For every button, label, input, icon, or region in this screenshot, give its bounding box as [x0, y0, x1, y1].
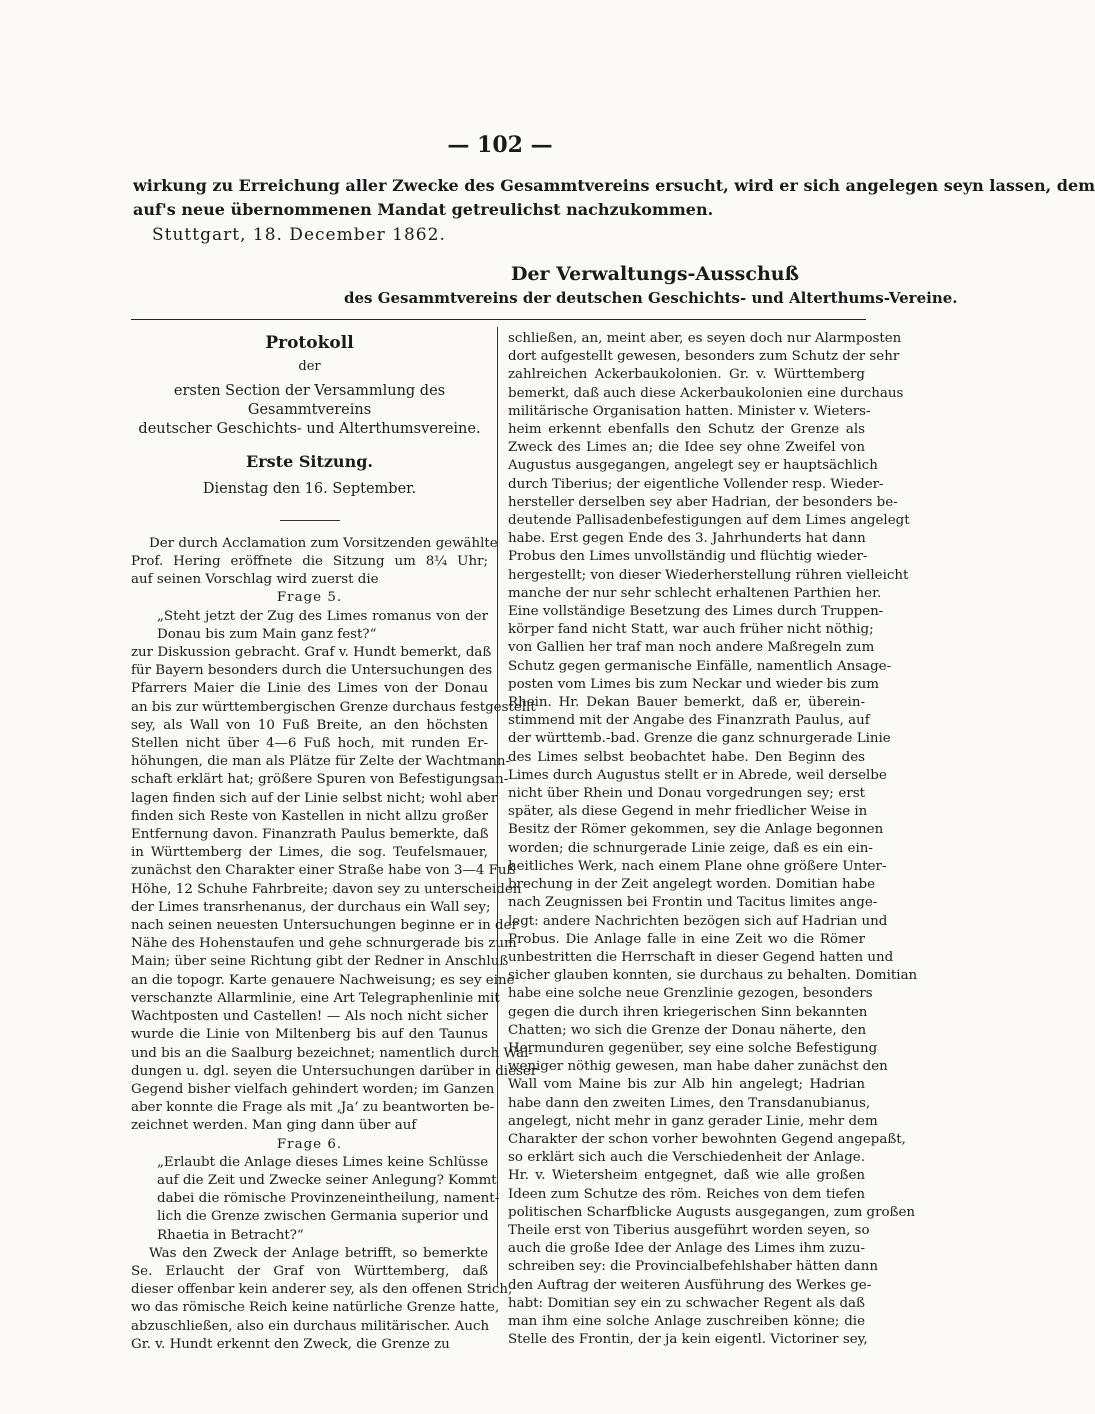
text-line: Donau bis zum Main ganz fest?“ [157, 626, 377, 642]
text-line: unbestritten die Herrschaft in dieser Gegend hatten und [508, 949, 894, 965]
text-line: habe eine solche neue Grenzlinie gezogen, besonders [508, 986, 873, 1002]
text-line: wurde die Linie von Miltenberg bis auf den Taunus [131, 1027, 488, 1043]
text-line: auf die Zeit und Zwecke seiner Anlegung? Kommt [157, 1172, 497, 1188]
text-line: nach seinen neuesten Untersuchungen beginne er in der [131, 918, 518, 934]
text-line: habe dann den zweiten Limes, den Transdanubianus, [508, 1095, 871, 1111]
text-line: Nähe des Hohenstaufen und gehe schnurgerade bis zum [131, 936, 517, 952]
text-line: verschanzte Allarmlinie, eine Art Telegraphenlinie mit [131, 990, 500, 1006]
text-line: schaft erklärt hat; größere Spuren von Befestigungsan- [131, 772, 509, 788]
text-line: in Württemberg der Limes, die sog. Teufelsmauer, [131, 845, 488, 861]
text-line: Hr. v. Wietersheim entgegnet, daß wie alle großen [508, 1168, 865, 1184]
text-line: Rhein. Hr. Dekan Bauer bemerkt, daß er, überein- [508, 695, 865, 711]
question-heading: Frage 5. [276, 590, 343, 606]
text-line: Chatten; wo sich die Grenze der Donau näherte, den [508, 1022, 867, 1038]
text-line: Was den Zweck der Anlage betrifft, so bemerkte [149, 1245, 488, 1261]
text-line: angelegt, nicht mehr in ganz gerader Linie, mehr dem [508, 1113, 878, 1129]
text-line: auch die große Idee der Anlage des Limes ihm zuzu- [508, 1241, 865, 1257]
text-line: schließen, an, meint aber, es seyen doch nur Alarmposten [508, 331, 902, 346]
text-line: Hermunduren gegenüber, sey eine solche Befestigung [508, 1040, 878, 1056]
text-line: worden; die schnurgerade Linie zeige, daß es ein ein- [508, 840, 873, 856]
text-line: sicher glauben konnten, sie durchaus zu behalten. Domitian [508, 968, 918, 984]
text-line: Pfarrers Maier die Linie des Limes von der Donau [131, 681, 488, 697]
text-line: Eine vollständige Besetzung des Limes durch Truppen- [508, 604, 884, 620]
text-line: Wachtposten und Castellen! — Als noch nicht sicher [131, 1009, 488, 1025]
text-line: auf seinen Vorschlag wird zuerst die [131, 572, 379, 588]
signature-association: des Gesammtvereins der deutschen Geschichts- und Alterthums-Vereine. [344, 289, 958, 307]
protocol-subtitle-line: ersten Section der Versammlung des Gesammtvereins [173, 383, 446, 419]
text-line: militärische Organisation hatten. Minister v. Wieters- [508, 403, 871, 419]
text-line: von Gallien her traf man noch andere Maßregeln zum [508, 640, 875, 656]
text-line: manche der nur sehr schlecht erhaltenen Parthien her. [508, 585, 882, 601]
text-line: Augustus ausgegangen, angelegt sey er hauptsächlich [508, 458, 878, 474]
text-line: politischen Scharfblicke Augusts ausgegangen, zum großen [508, 1204, 916, 1220]
text-line: durch Tiberius; der eigentliche Vollender resp. Wieder- [508, 476, 884, 492]
text-line: Höhe, 12 Schuhe Fahrbreite; davon sey zu unterscheiden [131, 881, 522, 897]
text-line: Entfernung davon. Finanzrath Paulus bemerkte, daß [131, 827, 489, 843]
text-line: so erklärt sich auch die Verschiedenheit der Anlage. [508, 1150, 865, 1166]
text-line: nicht über Rhein und Donau vorgedrungen sey; erst [508, 786, 865, 802]
column-divider [497, 327, 498, 1287]
text-line: zeichnet werden. Man ging dann über auf [131, 1118, 417, 1134]
text-line: finden sich Reste von Kastellen in nicht allzu großer [131, 808, 488, 824]
text-line: der württemb.-bad. Grenze die ganz schnurgerade Linie [508, 731, 891, 747]
text-line: Zweck des Limes an; die Idee sey ohne Zweifel von [508, 440, 865, 456]
protocol-subtitle-line: deutscher Geschichts- und Alterthumsvereine. [138, 421, 481, 438]
text-line: heitliches Werk, nach einem Plane ohne größere Unter- [508, 858, 887, 874]
text-line: Prof. Hering eröffnete die Sitzung um 8¼ Uhr; [131, 554, 488, 570]
text-line: brechung in der Zeit angelegt worden. Domitian habe [508, 877, 876, 893]
text-line: zahlreichen Ackerbaukolonien. Gr. v. Württemberg [508, 367, 865, 383]
text-line: dort aufgestellt gewesen, besonders zum Schutz der sehr [508, 349, 900, 365]
text-line: körper fand nicht Statt, war auch früher nicht nöthig; [508, 622, 874, 638]
text-line: hergestellt; von dieser Wiederherstellung rühren vielleicht [508, 567, 909, 583]
text-line: dabei die römische Provinzeneintheilung, nament- [157, 1191, 500, 1207]
session-date: Dienstag den 16. September. [202, 480, 417, 497]
text-line: Theile erst von Tiberius ausgeführt worden seyen, so [508, 1222, 870, 1238]
text-line: und bis an die Saalburg bezeichnet; namentlich durch Wal- [131, 1045, 533, 1061]
text-line: Probus. Die Anlage falle in eine Zeit wo die Römer [508, 931, 865, 947]
text-line: an bis zur württembergischen Grenze durchaus festgestellt [131, 699, 536, 715]
question-heading: Frage 6. [276, 1136, 343, 1152]
header-rule [131, 319, 866, 320]
text-line: für Bayern besonders durch die Untersuchungen des [131, 663, 493, 679]
short-rule [280, 520, 340, 521]
text-line: Stellen nicht über 4—6 Fuß hoch, mit runden Er- [131, 736, 488, 752]
text-line: Main; über seine Richtung gibt der Redner in Anschluß [131, 954, 509, 970]
date-line: Stuttgart, 18. December 1862. [152, 225, 446, 245]
text-line: heim erkennt ebenfalls den Schutz der Grenze als [508, 422, 865, 438]
text-line: Gr. v. Hundt erkennt den Zweck, die Grenze zu [131, 1336, 450, 1352]
text-line: stimmend mit der Angabe des Finanzrath Paulus, auf [508, 713, 870, 729]
left-column [131, 330, 538, 1354]
text-line: Ideen zum Schutze des röm. Reiches von dem tiefen [508, 1186, 865, 1202]
text-line: Se. Erlaucht der Graf von Württemberg, daß [131, 1263, 488, 1279]
text-line: gegen die durch ihren kriegerischen Sinn bekannten [508, 1004, 868, 1020]
session-heading: Erste Sitzung. [246, 452, 373, 472]
text-line: an die topogr. Karte genauere Nachweisung; es sey eine [131, 972, 515, 988]
right-column [508, 330, 918, 1349]
text-line: des Limes selbst beobachtet habe. Den Beginn des [508, 749, 865, 765]
text-line: zur Diskussion gebracht. Graf v. Hundt bemerkt, daß [131, 645, 492, 661]
text-line: abzuschließen, also ein durchaus militärischer. Auch [131, 1318, 490, 1334]
text-line: man ihm eine solche Anlage zuschreiben könne; die [508, 1313, 865, 1329]
text-line: schreiben sey: die Provincialbefehlshaber hätten dann [508, 1259, 879, 1275]
text-line: zunächst den Charakter einer Straße habe von 3—4 Fuß [131, 863, 516, 879]
intro-paragraph [133, 174, 1095, 222]
text-line: sey, als Wall von 10 Fuß Breite, an den höchsten [131, 717, 488, 733]
text-line: habt: Domitian sey ein zu schwacher Regent als daß [508, 1295, 865, 1311]
signature-committee: Der Verwaltungs-Ausschuß [510, 263, 800, 285]
text-line: hersteller derselben sey aber Hadrian, der besonders be- [508, 494, 898, 510]
text-line: nach Zeugnissen bei Frontin und Tacitus limites ange- [508, 895, 878, 911]
text-line: später, als diese Gegend in mehr friedlicher Weise in [508, 804, 868, 820]
left-column-text [131, 535, 538, 1354]
text-line: lagen finden sich auf der Linie selbst nicht; wohl aber [131, 790, 498, 806]
text-line: posten vom Limes bis zum Neckar und wieder bis zum [508, 676, 879, 692]
page-number: — 102 — [447, 132, 553, 158]
text-line: lich die Grenze zwischen Germania superior und [157, 1209, 489, 1225]
protocol-der: der [298, 359, 321, 375]
text-line: habe. Erst gegen Ende des 3. Jahrhunderts hat dann [508, 531, 866, 547]
intro-line: wirkung zu Erreichung aller Zwecke des Gesammtvereins ersucht, wird er sich angelegen seyn lassen, dem [133, 176, 1095, 195]
text-line: „Erlaubt die Anlage dieses Limes keine Schlüsse [157, 1154, 489, 1170]
text-line: Rhaetia in Betracht?“ [157, 1227, 304, 1243]
text-line: dungen u. dgl. seyen die Untersuchungen darüber in dieser [131, 1063, 538, 1079]
text-line: Stelle des Frontin, der ja kein eigentl. Victoriner sey, [508, 1332, 868, 1348]
text-line: Der durch Acclamation zum Vorsitzenden gewählte [149, 535, 498, 551]
right-column-text [508, 330, 918, 1349]
text-line: höhungen, die man als Plätze für Zelte der Wachtmann- [131, 754, 511, 770]
text-line: deutende Pallisadenbefestigungen auf dem Limes angelegt [508, 513, 910, 529]
text-line: Gegend bisher vielfach gehindert worden; im Ganzen [131, 1081, 495, 1097]
text-line: Wall vom Maine bis zur Alb hin angelegt; Hadrian [508, 1077, 865, 1093]
text-line: weniger nöthig gewesen, man habe daher zunächst den [508, 1059, 888, 1075]
text-line: dieser offenbar kein anderer sey, als den offenen Strich, [131, 1282, 513, 1298]
text-line: Probus den Limes unvollständig und flüchtig wieder- [508, 549, 868, 565]
text-line: der Limes transrhenanus, der durchaus ein Wall sey; [131, 899, 491, 915]
text-line: legt: andere Nachrichten bezögen sich auf Hadrian und [508, 913, 888, 929]
protocol-title: Protokoll [265, 333, 354, 353]
text-line: den Auftrag der weiteren Ausführung des Werkes ge- [508, 1277, 872, 1293]
text-line: Schutz gegen germanische Einfälle, namentlich Ansage- [508, 658, 892, 674]
intro-line: auf's neue übernommenen Mandat getreulichst nachzukommen. [133, 200, 714, 219]
text-line: aber konnte die Frage als mit ‚Ja‘ zu beantworten be- [131, 1100, 495, 1116]
text-line: wo das römische Reich keine natürliche Grenze hatte, [131, 1300, 500, 1316]
text-line: Charakter der schon vorher bewohnten Gegend angepaßt, [508, 1131, 906, 1147]
text-line: bemerkt, daß auch diese Ackerbaukolonien eine durchaus [508, 385, 904, 401]
text-line: „Steht jetzt der Zug des Limes romanus von der [157, 608, 488, 624]
text-line: Besitz der Römer gekommen, sey die Anlage begonnen [508, 822, 884, 838]
text-line: Limes durch Augustus stellt er in Abrede, weil derselbe [508, 767, 887, 783]
